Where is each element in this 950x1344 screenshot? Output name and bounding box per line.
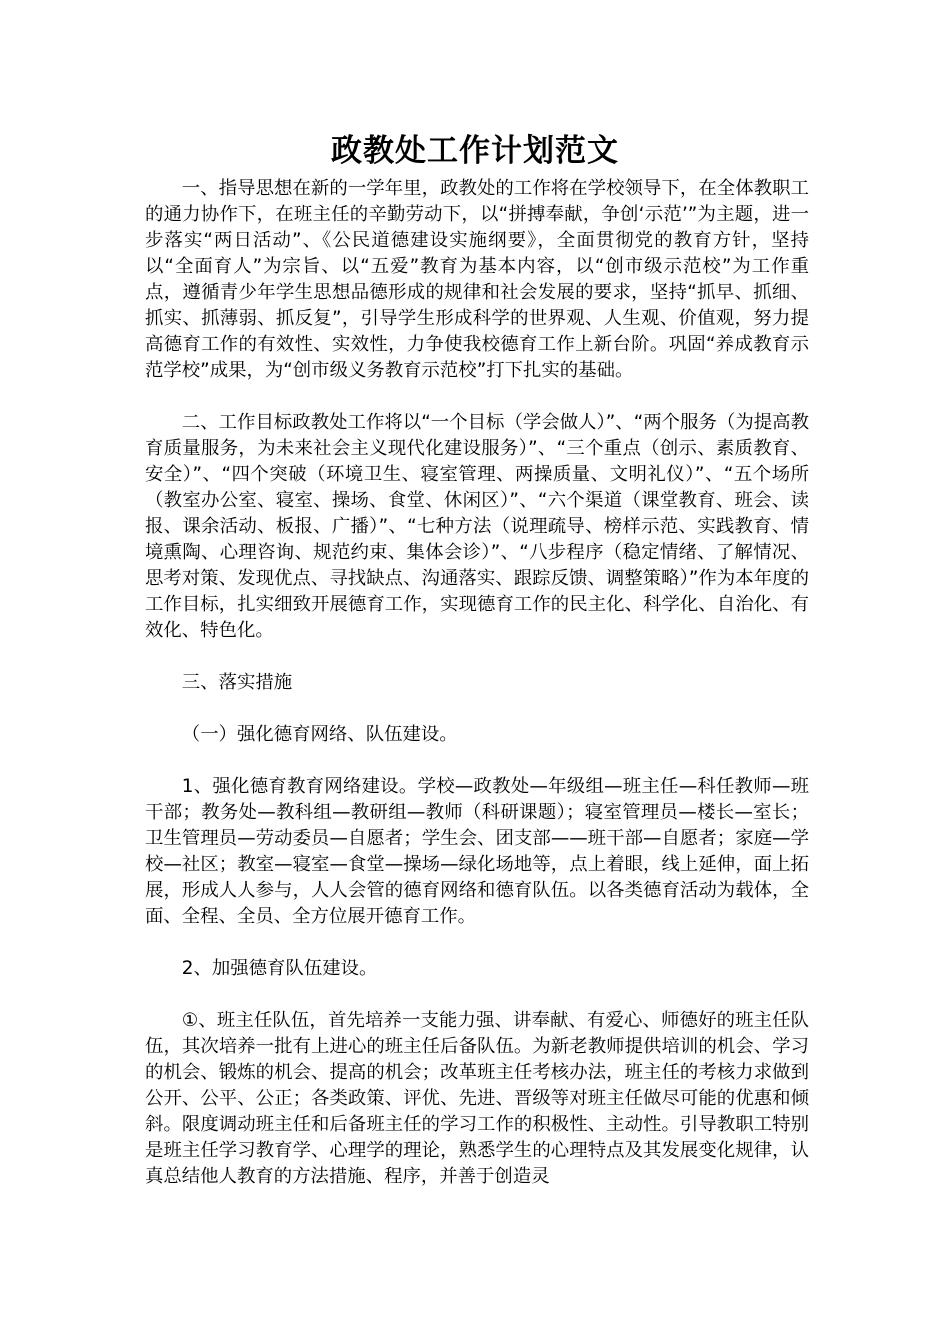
paragraph-guiding-ideology: 一、指导思想在新的一学年里，政教处的工作将在学校领导下，在全体教职工的通力协作下，在班主任的辛勤劳动下，以“拼搏奉献，争创‘示范’”为主题，进一步落实“两日活动”、《公民道德建设实施纲要》，全面贯彻党的教育方针，坚持以“全面育人”为宗旨、以“五爱”教育为基本内容，以“创市级示范校”为工作重点，遵循青少年学生思想品德形成的规律和社会发展的要求，坚持“抓早、抓细、抓实、抓薄弱、抓反复”，引导学生形成科学的世界观、人生观、价值观，努力提高德育工作的有效性、实效性，力争使我校德育工作上新台阶。巩固“养成教育示范学校”成果，为“创市级义务教育示范校”打下扎实的基础。 — [145, 178, 809, 381]
paragraph-work-goals: 二、工作目标政教处工作将以“一个目标（学会做人）”、“两个服务（为提高教育质量服务，为未来社会主义现代化建设服务）”、“三个重点（创示、素质教育、安全）”、“四个突破（环境卫生、寝室管理、两操质量、文明礼仪）”、“五个场所（教室办公室、寝室、操场、食堂、休闲区）”、“六个渠道（课堂教育、班会、读报、课余活动、板报、广播）”、“七种方法（说理疏导、榜样示范、实践教育、情境熏陶、心理咨询、规范约束、集体会诊）”、“八步程序（稳定情绪、了解情况、思考对策、发现优点、寻找缺点、沟通落实、跟踪反馈、调整策略）”作为本年度的工作目标，扎实细致开展德育工作，实现德育工作的民主化、科学化、自治化、有效化、特色化。 — [145, 412, 809, 641]
paragraph-spacer — [145, 644, 809, 670]
subsection-heading-network: （一）强化德育网络、队伍建设。 — [181, 724, 458, 745]
paragraph-spacer — [145, 696, 809, 722]
section-heading-measures: 三、落实措施 — [181, 672, 293, 693]
paragraph-team-building-heading: 2、加强德育队伍建设。 — [181, 958, 378, 979]
document-title: 政教处工作计划范文 — [331, 133, 619, 169]
paragraph-head-teacher-team: ①、班主任队伍，首先培养一支能力强、讲奉献、有爱心、师德好的班主任队伍，其次培养一批有上进心的班主任后备队伍。为新老教师提供培训的机会、学习的机会、锻炼的机会、提高的机会；改革班主任考核办法，班主任的考核力求做到公开、公平、公正；各类政策、评优、先进、晋级等对班主任做尽可能的优惠和倾斜。限度调动班主任和后备班主任的学习工作的积极性、主动性。引导教职工特别是班主任学习教育学、心理学的理论，熟悉学生的心理特点及其发展变化规律，认真总结他人教育的方法措施、程序，并善于创造灵 — [145, 1010, 809, 1187]
paragraph-spacer — [145, 982, 809, 1008]
paragraph-spacer — [145, 384, 809, 410]
paragraph-network-building: 1、强化德育教育网络建设。学校—政教处—年级组—班主任—科任教师—班干部；教务处—教科组—教研组—教师（科研课题）；寝室管理员—楼长—室长；卫生管理员—劳动委员—自愿者；学生会、团支部——班干部—自愿者；家庭—学校—社区；教室—寝室—食堂—操场—绿化场地等，点上着眼，线上延伸，面上拓展，形成人人参与，人人会管的德育网络和德育队伍。以各类德育活动为载体，全面、全程、全员、全方位展开德育工作。 — [145, 776, 809, 927]
paragraph-spacer — [145, 930, 809, 956]
document-body — [145, 176, 809, 1190]
paragraph-spacer — [145, 748, 809, 774]
